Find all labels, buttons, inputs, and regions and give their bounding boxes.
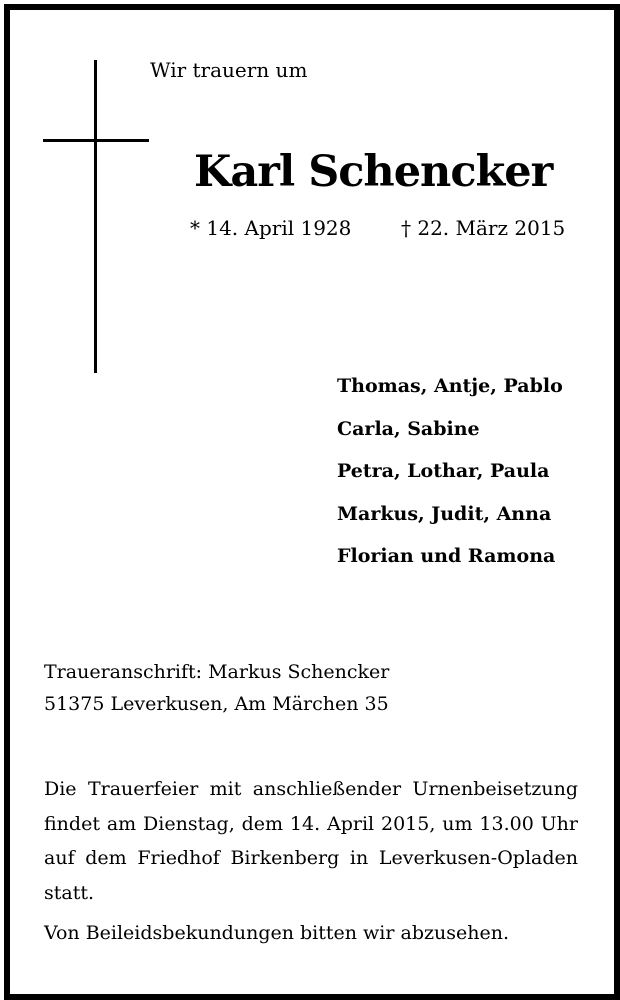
birth-date: * 14. April 1928 <box>190 216 352 240</box>
ceremony-line: auf dem Friedhof Birkenberg in Leverkusen-Opladen <box>44 847 578 869</box>
death-date: † 22. März 2015 <box>401 216 566 240</box>
address-line-2: 51375 Leverkusen, Am Märchen 35 <box>44 693 389 715</box>
closing-text: Von Beileidsbekundungen bitten wir abzusehen. <box>44 922 509 944</box>
mourner-line: Markus, Judit, Anna <box>337 502 552 525</box>
mourners-list <box>337 365 563 578</box>
address-line-1: Traueranschrift: Markus Schencker <box>44 661 390 683</box>
ceremony-text <box>44 772 578 910</box>
deceased-name: Karl Schencker <box>194 147 553 197</box>
ceremony-line: statt. <box>44 881 95 904</box>
mourner-line: Carla, Sabine <box>337 417 480 440</box>
cross-vertical-bar <box>94 60 97 373</box>
ceremony-line: Die Trauerfeier mit anschließender Urnenbeisetzung <box>44 778 578 800</box>
cross-horizontal-bar <box>43 139 149 142</box>
mourner-line: Thomas, Antje, Pablo <box>337 375 563 397</box>
intro-text: Wir trauern um <box>150 58 308 82</box>
mourner-line: Florian und Ramona <box>337 545 556 567</box>
mourning-address <box>44 656 389 720</box>
ceremony-line: findet am Dienstag, dem 14. April 2015, um 13.00 Uhr <box>44 812 578 835</box>
mourner-line: Petra, Lothar, Paula <box>337 460 550 482</box>
